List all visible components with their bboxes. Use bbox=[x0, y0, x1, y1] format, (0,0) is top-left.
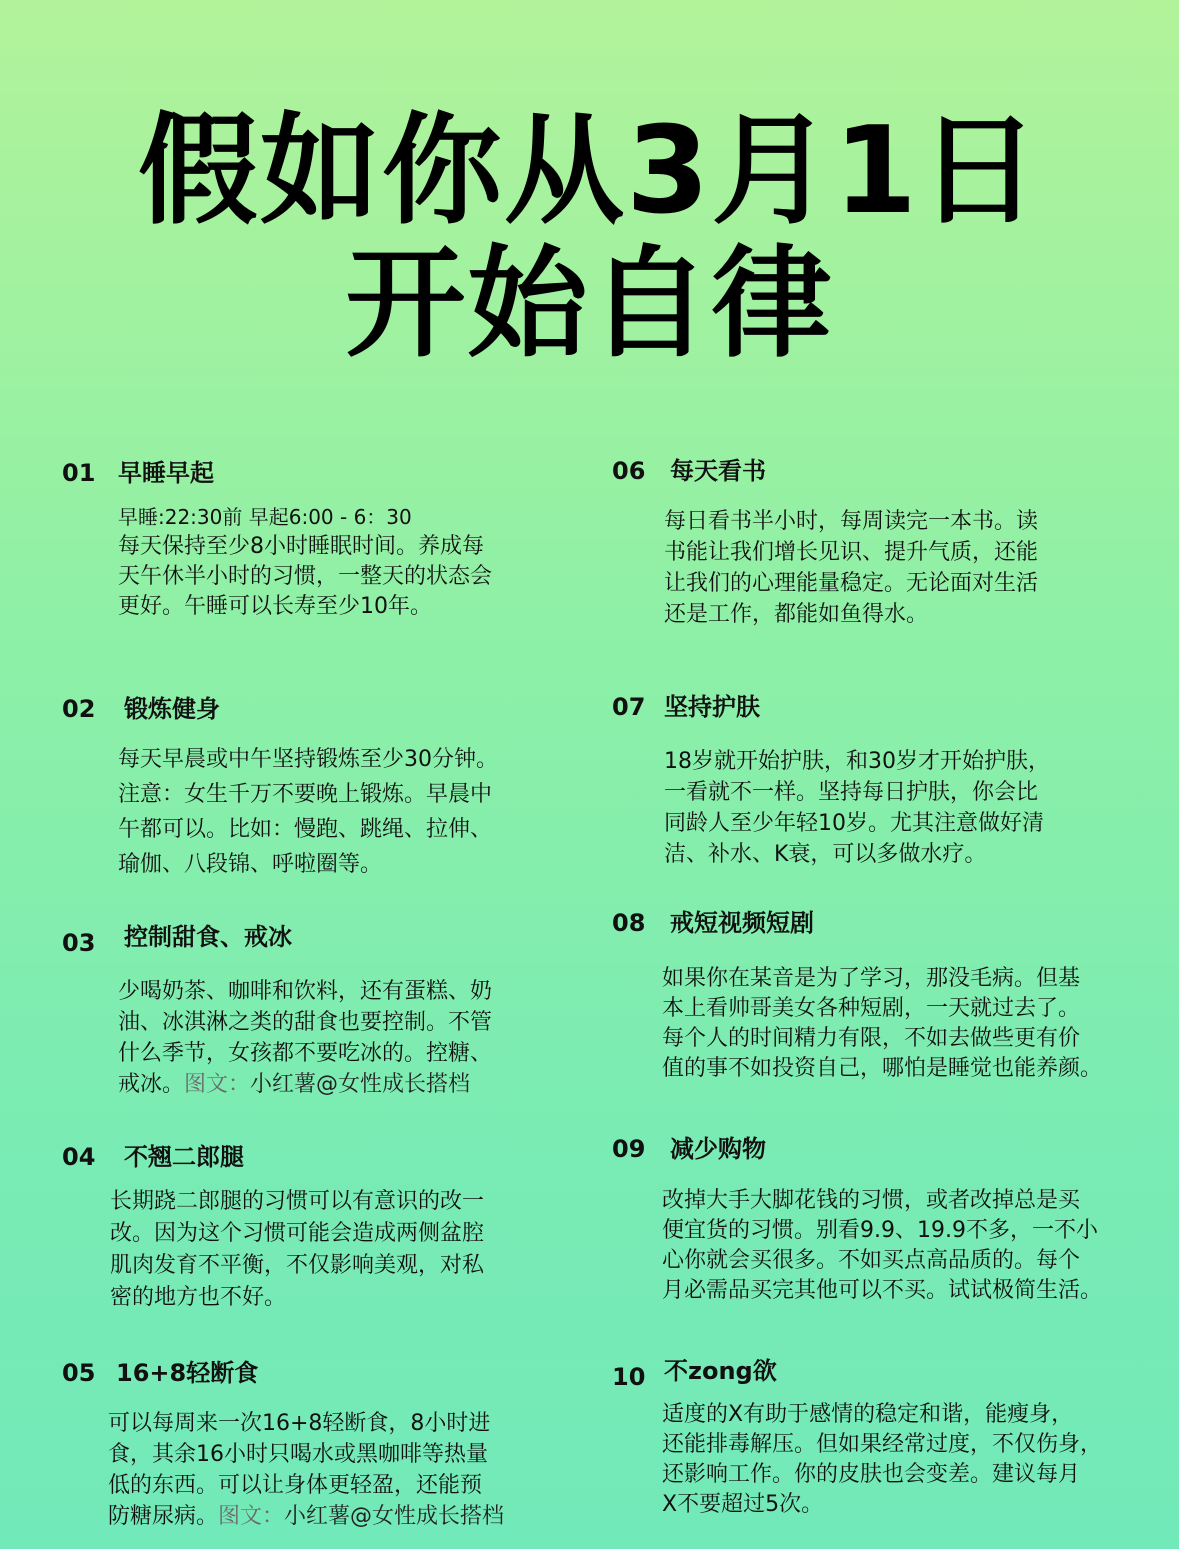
tip-line: 食，其余16小时只喝水或黑咖啡等热量 bbox=[108, 1442, 488, 1467]
tip-item-10 bbox=[612, 1357, 1172, 1540]
tip-line: 每日看书半小时，每周读完一本书。读 bbox=[664, 509, 1039, 534]
tip-line: 还是工作，都能如鱼得水。 bbox=[664, 602, 929, 627]
tip-heading: 戒短视频短剧 bbox=[670, 909, 814, 937]
tip-heading: 减少购物 bbox=[670, 1135, 766, 1163]
tip-number: 03 bbox=[62, 929, 96, 957]
tip-line: X不要超过5次。 bbox=[662, 1492, 824, 1517]
tip-body bbox=[662, 964, 1102, 1084]
tip-heading: 锻炼健身 bbox=[124, 695, 220, 723]
tip-number: 10 bbox=[612, 1363, 646, 1391]
tip-heading: 不翘二郎腿 bbox=[124, 1143, 244, 1171]
tip-line: 低的东西。可以让身体更轻盈，还能预 bbox=[108, 1473, 483, 1498]
tip-item-09 bbox=[612, 1134, 1172, 1314]
tip-number: 04 bbox=[62, 1143, 96, 1171]
tip-line: 少喝奶茶、咖啡和饮料，还有蛋糕、奶 bbox=[118, 979, 493, 1004]
page-title-line-1: 假如你从3月1日 bbox=[138, 102, 1041, 241]
tip-line bbox=[108, 1501, 504, 1532]
tip-item-03 bbox=[62, 923, 582, 1118]
tip-heading: 早睡早起 bbox=[118, 459, 214, 487]
tip-line: 同龄人至少年轻10岁。尤其注意做好清 bbox=[664, 811, 1044, 836]
tip-item-01 bbox=[62, 458, 582, 638]
tip-number: 08 bbox=[612, 909, 646, 937]
tip-line: 月必需品买完其他可以不买。试试极简生活。 bbox=[662, 1278, 1103, 1303]
tip-line: 每天保持至少8小时睡眠时间。养成每 bbox=[118, 534, 484, 559]
tip-item-06 bbox=[612, 456, 1152, 636]
tip-body bbox=[664, 746, 1050, 870]
tip-body bbox=[664, 506, 1038, 630]
tip-line-text: 戒冰。 bbox=[118, 1072, 185, 1097]
credit-name: 小红薯@女性成长搭档 bbox=[250, 1072, 471, 1097]
tip-line: 洁、补水、K衰，可以多做水疗。 bbox=[664, 842, 987, 867]
tip-item-08 bbox=[612, 908, 1172, 1088]
credit-label: 图文： bbox=[184, 1072, 251, 1097]
tip-line: 什么季节，女孩都不要吃冰的。控糖、 bbox=[118, 1041, 493, 1066]
credit-label: 图文： bbox=[218, 1504, 285, 1529]
tip-line: 让我们的心理能量稳定。无论面对生活 bbox=[664, 571, 1039, 596]
tip-body bbox=[662, 1186, 1102, 1306]
tip-body bbox=[110, 1186, 484, 1314]
tip-number: 05 bbox=[62, 1359, 96, 1387]
tip-line: 书能让我们增长见识、提升气质，还能 bbox=[664, 540, 1039, 565]
tip-line: 午都可以。比如：慢跑、跳绳、拉伸、 bbox=[118, 817, 493, 842]
tip-body bbox=[118, 976, 492, 1100]
tip-number: 01 bbox=[62, 459, 96, 487]
tip-line: 每个人的时间精力有限，不如去做些更有价 bbox=[662, 1026, 1081, 1051]
tip-line: 每天早晨或中午坚持锻炼至少30分钟。 bbox=[118, 747, 498, 772]
tip-line: 肌肉发育不平衡，不仅影响美观，对私 bbox=[110, 1253, 485, 1278]
tip-body bbox=[118, 502, 492, 622]
tip-line: 密的地方也不好。 bbox=[110, 1285, 287, 1310]
tip-heading: 不zong欲 bbox=[664, 1357, 777, 1385]
tip-item-07 bbox=[612, 692, 1152, 872]
tip-item-05 bbox=[62, 1358, 602, 1538]
tip-line: 便宜货的习惯。别看9.9、19.9不多，一不小 bbox=[662, 1218, 1098, 1243]
tip-body bbox=[118, 742, 498, 882]
credit-name: 小红薯@女性成长搭档 bbox=[284, 1504, 505, 1529]
tip-body bbox=[662, 1400, 1102, 1520]
tip-item-04 bbox=[62, 1142, 582, 1322]
tip-line bbox=[118, 1069, 492, 1100]
tip-line: 本上看帅哥美女各种短剧，一天就过去了。 bbox=[662, 996, 1081, 1021]
tip-number: 06 bbox=[612, 457, 646, 485]
tip-line: 值的事不如投资自己，哪怕是睡觉也能养颜。 bbox=[662, 1056, 1103, 1081]
tip-body bbox=[108, 1408, 504, 1532]
tip-line: 更好。午睡可以长寿至少10年。 bbox=[118, 594, 432, 619]
tip-heading: 16+8轻断食 bbox=[116, 1359, 259, 1387]
tip-line: 一看就不一样。坚持每日护肤，你会比 bbox=[664, 780, 1039, 805]
tip-line: 瑜伽、八段锦、呼啦圈等。 bbox=[118, 852, 383, 877]
tip-line: 注意：女生千万不要晚上锻炼。早晨中 bbox=[118, 782, 493, 807]
page-title-line-2: 开始自律 bbox=[345, 235, 834, 374]
tip-line: 还影响工作。你的皮肤也会变差。建议每月 bbox=[662, 1462, 1081, 1487]
tip-line: 油、冰淇淋之类的甜食也要控制。不管 bbox=[118, 1010, 493, 1035]
tip-item-02 bbox=[62, 694, 582, 894]
tip-number: 09 bbox=[612, 1135, 646, 1163]
tip-line: 18岁就开始护肤，和30岁才开始护肤， bbox=[664, 749, 1050, 774]
tip-line: 改掉大手大脚花钱的习惯，或者改掉总是买 bbox=[662, 1188, 1081, 1213]
tip-heading: 坚持护肤 bbox=[664, 693, 760, 721]
tip-line: 还能排毒解压。但如果经常过度，不仅伤身， bbox=[662, 1432, 1103, 1457]
tip-line: 如果你在某音是为了学习，那没毛病。但基 bbox=[662, 966, 1081, 991]
tip-heading: 每天看书 bbox=[670, 457, 766, 485]
tip-line: 心你就会买很多。不如买点高品质的。每个 bbox=[662, 1248, 1081, 1273]
tip-number: 07 bbox=[612, 693, 646, 721]
tip-line: 早睡:22:30前 早起6:00 - 6：30 bbox=[118, 505, 412, 529]
tip-line: 天午休半小时的习惯，一整天的状态会 bbox=[118, 564, 493, 589]
tip-line: 长期跷二郎腿的习惯可以有意识的改一 bbox=[110, 1189, 485, 1214]
tip-line: 改。因为这个习惯可能会造成两侧盆腔 bbox=[110, 1221, 485, 1246]
tip-number: 02 bbox=[62, 695, 96, 723]
tip-line: 适度的X有助于感情的稳定和谐，能瘦身， bbox=[662, 1402, 1074, 1427]
tip-line: 可以每周来一次16+8轻断食，8小时进 bbox=[108, 1411, 491, 1436]
tip-line-text: 防糖尿病。 bbox=[108, 1504, 219, 1529]
tip-heading: 控制甜食、戒冰 bbox=[124, 923, 292, 951]
